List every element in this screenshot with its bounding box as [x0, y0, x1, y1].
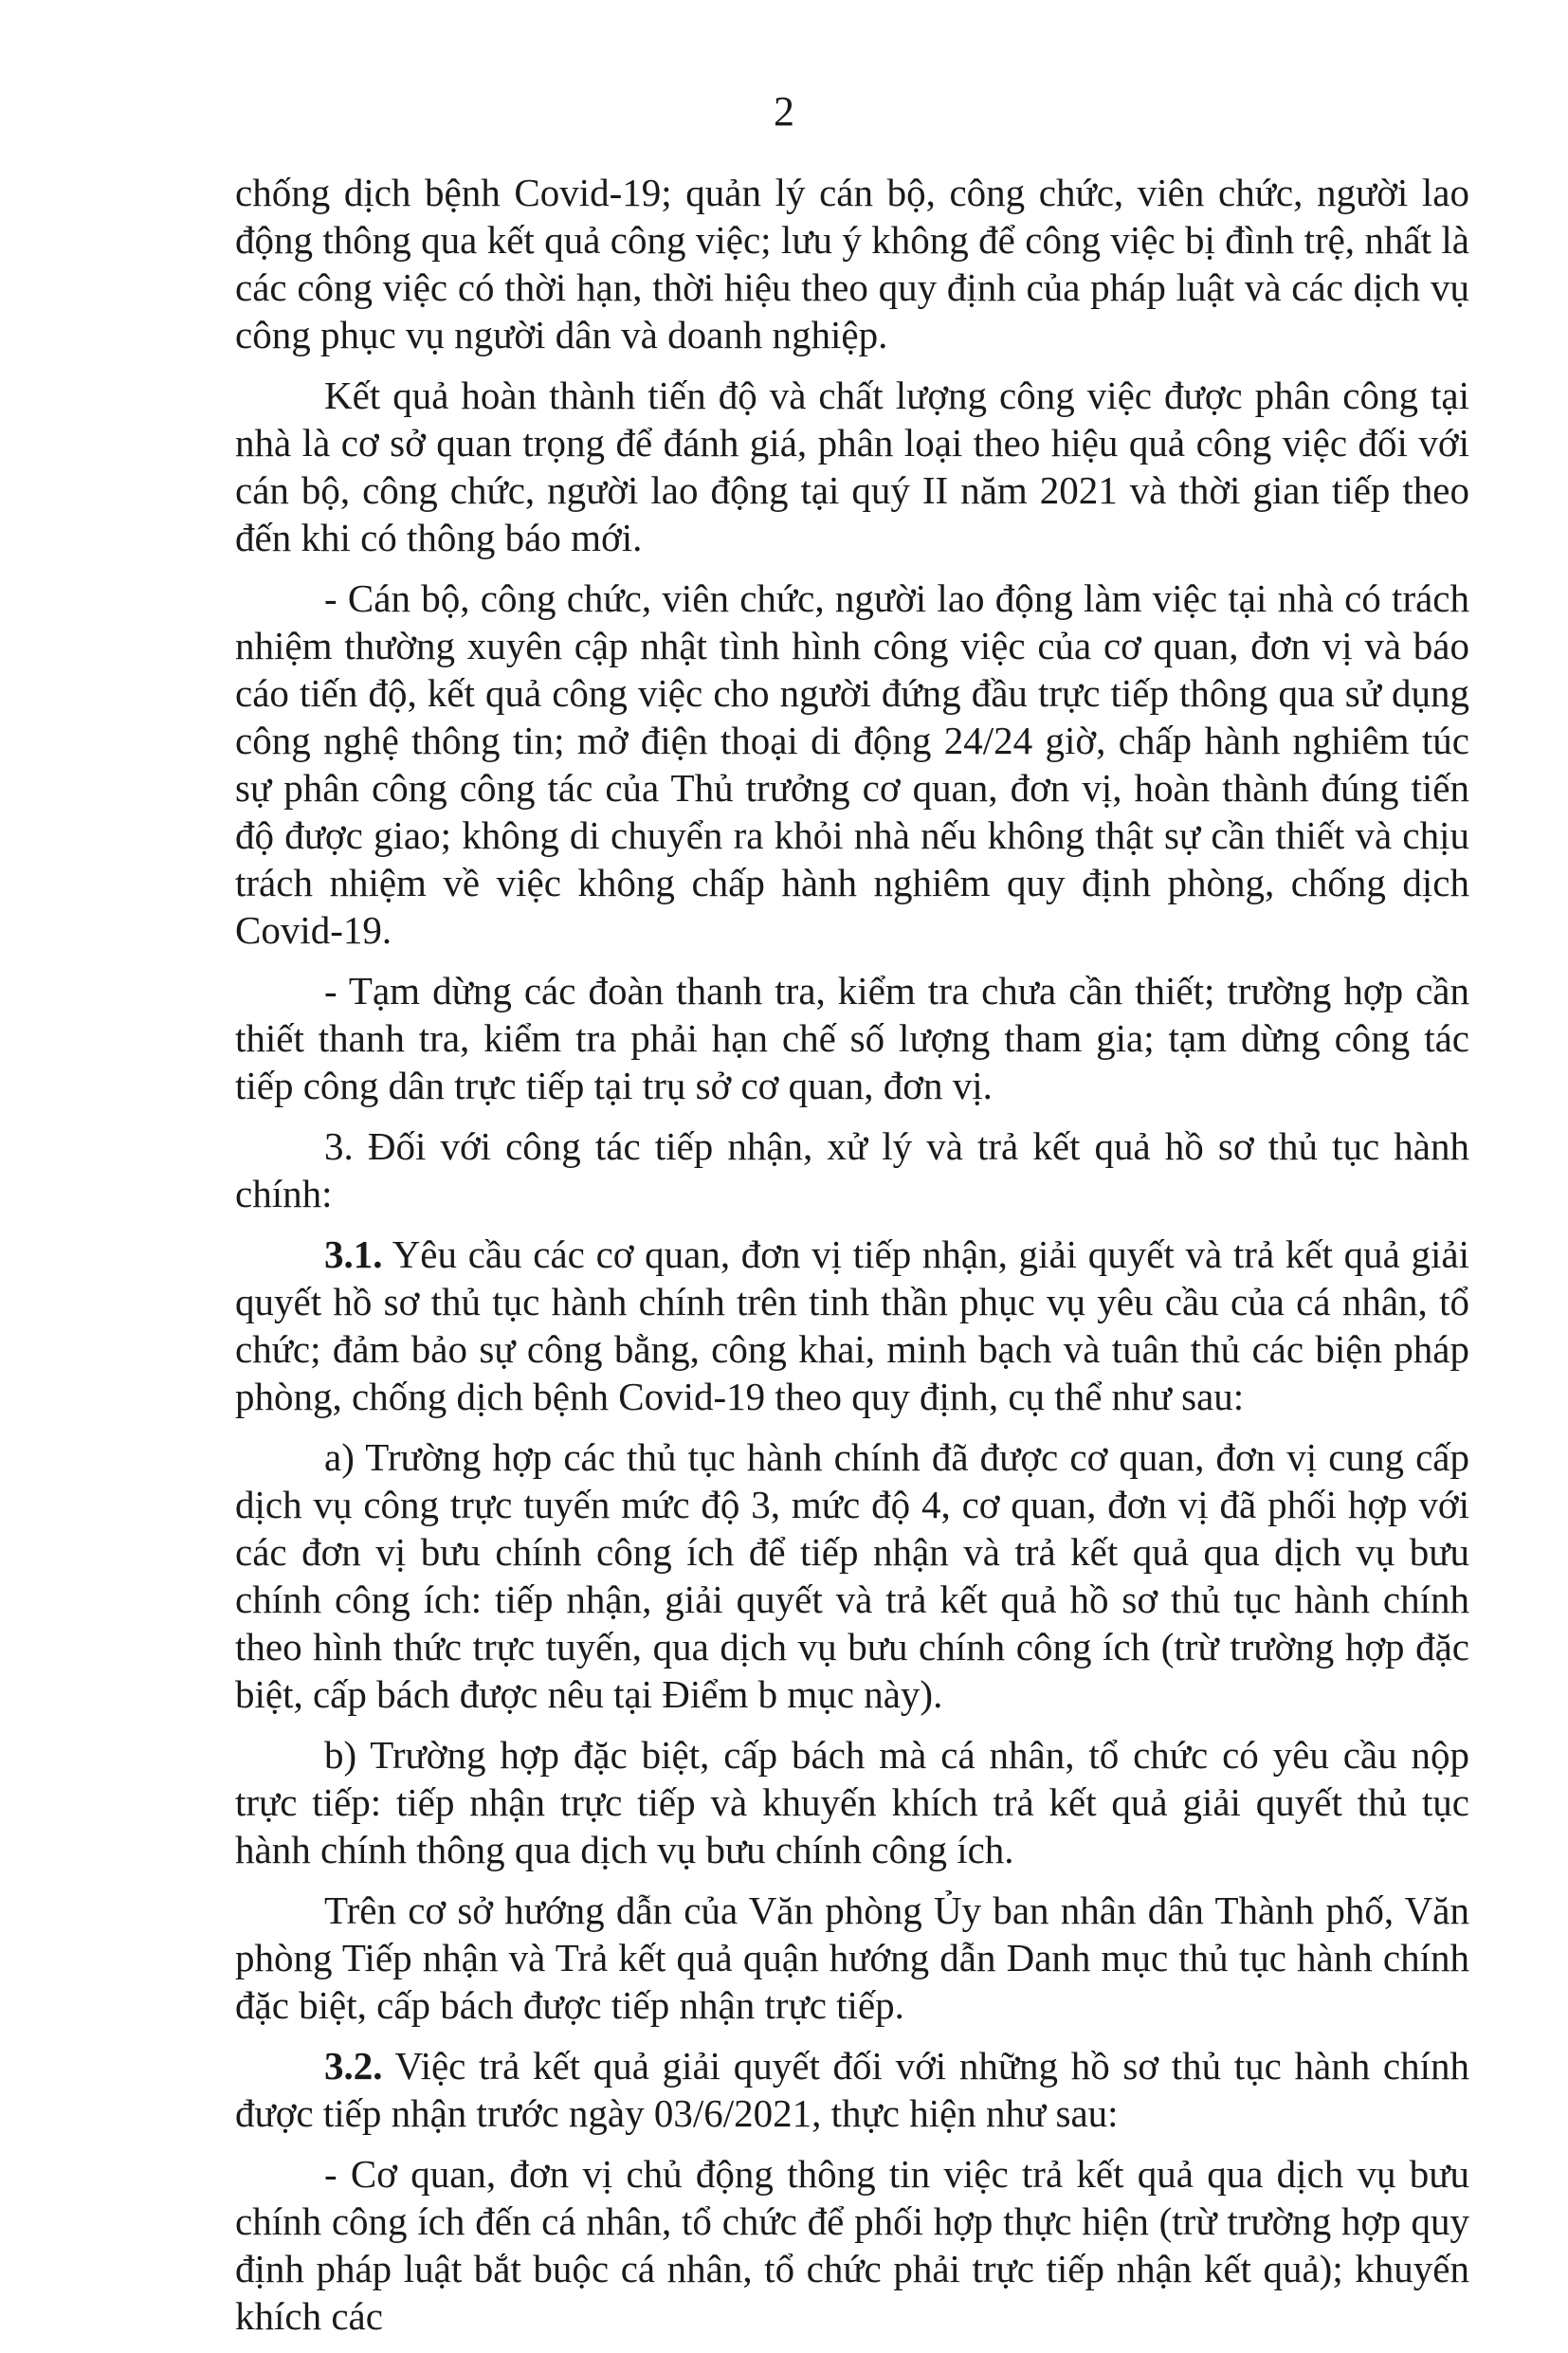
paragraph: Kết quả hoàn thành tiến độ và chất lượng công việc được phân công tại nhà là cơ sở quan trọng để đánh giá, phân loại theo hiệu quả công việc đối với cán bộ, công chức, người lao động tại quý II năm 2021 và thời gian tiếp theo đến khi có thông báo mới.	[235, 374, 1469, 559]
paragraph-text: Yêu cầu các cơ quan, đơn vị tiếp nhận, giải quyết và trả kết quả giải quyết hồ sơ thủ tục hành chính trên tinh thần phục vụ yêu cầu của cá nhân, tổ chức; đảm bảo sự công bằng, công khai, minh bạch và tuân thủ các biện pháp phòng, chống dịch bệnh Covid-19 theo quy định, cụ thể như sau:	[235, 1232, 1469, 1418]
paragraph	[235, 2042, 1469, 2137]
section-number: 3.1.	[324, 1232, 383, 1276]
paragraph	[235, 1231, 1469, 1420]
document-body	[235, 169, 1469, 2353]
section-heading: 3. Đối với công tác tiếp nhận, xử lý và trả kết quả hồ sơ thủ tục hành chính:	[235, 1124, 1469, 1215]
paragraph: b) Trường hợp đặc biệt, cấp bách mà cá nhân, tổ chức có yêu cầu nộp trực tiếp: tiếp nhận trực tiếp và khuyến khích trả kết quả giải quyết thủ tục hành chính thông qua dịch vụ bưu chính công ích.	[235, 1733, 1469, 1871]
paragraph: a) Trường hợp các thủ tục hành chính đã được cơ quan, đơn vị cung cấp dịch vụ công trực tuyến mức độ 3, mức độ 4, cơ quan, đơn vị đã phối hợp với các đơn vị bưu chính công ích để tiếp nhận và trả kết quả qua dịch vụ bưu chính công ích: tiếp nhận, giải quyết và trả kết quả hồ sơ thủ tục hành chính theo hình thức trực tuyến, qua dịch vụ bưu chính công ích (trừ trường hợp đặc biệt, cấp bách được nêu tại Điểm b mục này).	[235, 1435, 1469, 1716]
paragraph: - Cán bộ, công chức, viên chức, người lao động làm việc tại nhà có trách nhiệm thường xuyên cập nhật tình hình công việc của cơ quan, đơn vị và báo cáo tiến độ, kết quả công việc cho người đứng đầu trực tiếp thông qua sử dụng công nghệ thông tin; mở điện thoại di động 24/24 giờ, chấp hành nghiêm túc sự phân công công tác của Thủ trưởng cơ quan, đơn vị, hoàn thành đúng tiến độ được giao; không di chuyển ra khỏi nhà nếu không thật sự cần thiết và chịu trách nhiệm về việc không chấp hành nghiêm quy định phòng, chống dịch Covid-19.	[235, 576, 1469, 952]
paragraph-text: Việc trả kết quả giải quyết đối với những hồ sơ thủ tục hành chính được tiếp nhận trước ngày 03/6/2021, thực hiện như sau:	[235, 2044, 1469, 2135]
paragraph: Trên cơ sở hướng dẫn của Văn phòng Ủy ban nhân dân Thành phố, Văn phòng Tiếp nhận và Trả kết quả quận hướng dẫn Danh mục thủ tục hành chính đặc biệt, cấp bách được tiếp nhận trực tiếp.	[235, 1888, 1469, 2027]
paragraph: chống dịch bệnh Covid-19; quản lý cán bộ, công chức, viên chức, người lao động thông qua kết quả công việc; lưu ý không để công việc bị đình trệ, nhất là các công việc có thời hạn, thời hiệu theo quy định của pháp luật và các dịch vụ công phục vụ người dân và doanh nghiệp.	[235, 171, 1469, 356]
paragraph: - Tạm dừng các đoàn thanh tra, kiểm tra chưa cần thiết; trường hợp cần thiết thanh tra, kiểm tra phải hạn chế số lượng tham gia; tạm dừng công tác tiếp công dân trực tiếp tại trụ sở cơ quan, đơn vị.	[235, 969, 1469, 1107]
section-number: 3.2.	[324, 2044, 383, 2088]
page-number: 2	[774, 88, 794, 135]
paragraph: - Cơ quan, đơn vị chủ động thông tin việc trả kết quả qua dịch vụ bưu chính công ích đến cá nhân, tổ chức để phối hợp thực hiện (trừ trường hợp quy định pháp luật bắt buộc cá nhân, tổ chức phải trực tiếp nhận kết quả); khuyến khích các	[235, 2152, 1469, 2338]
